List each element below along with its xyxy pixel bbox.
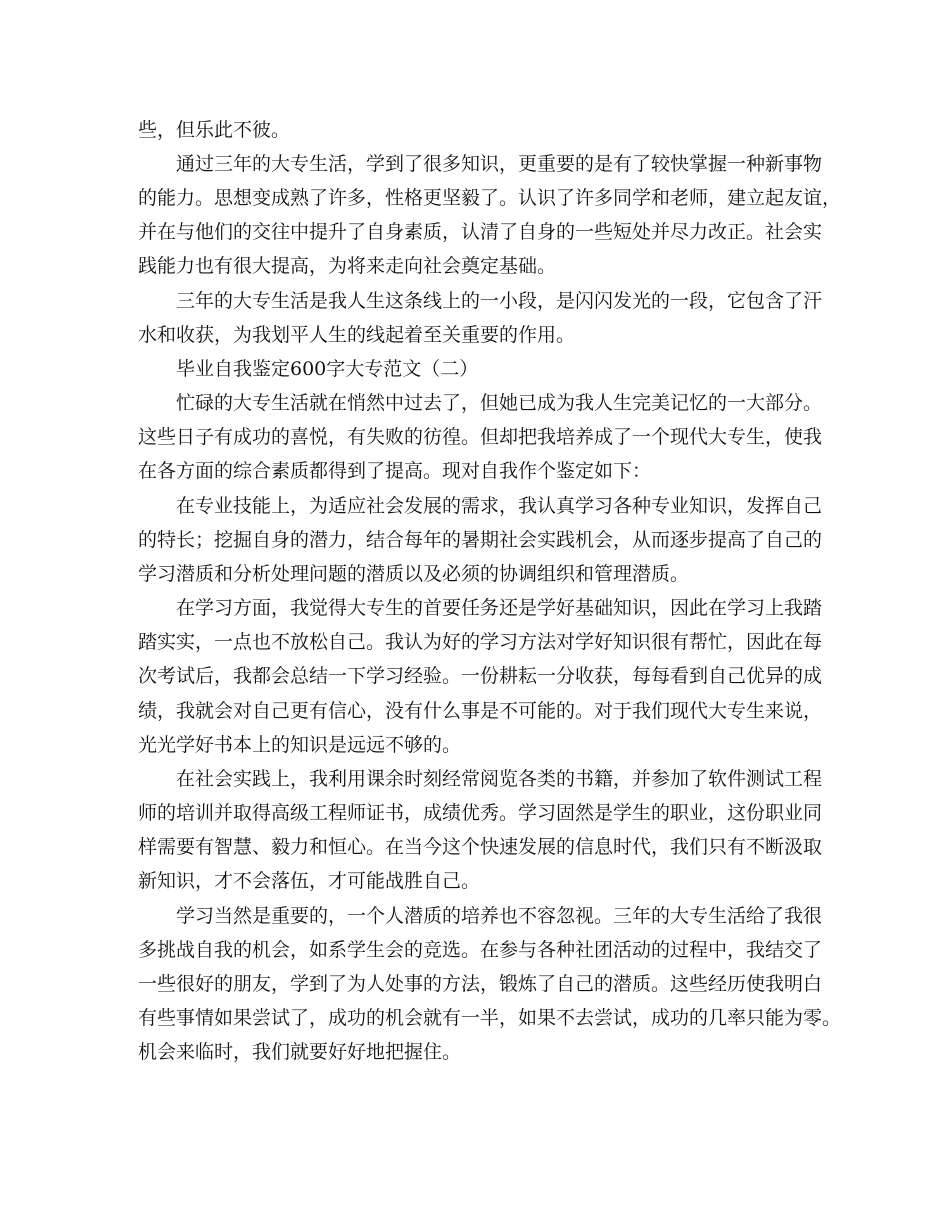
text-line: 师的培训并取得高级工程师证书，成绩优秀。学习固然是学生的职业，这份职业同	[138, 802, 823, 824]
paragraph-start-line: 在专业技能上，为适应社会发展的需求，我认真学习各种专业知识，发挥自己	[176, 495, 823, 517]
text-line: 绩，我就会对自己更有信心，没有什么事是不可能的。对于我们现代大专生来说，	[138, 700, 823, 722]
text-line: 一些很好的朋友，学到了为人处事的方法，锻炼了自己的潜质。这些经历使我明白	[138, 973, 823, 995]
text-line: 学习潜质和分析处理问题的潜质以及必须的协调组织和管理潜质。	[138, 563, 690, 585]
text-line: 样需要有智慧、毅力和恒心。在当今这个快速发展的信息时代，我们只有不断汲取	[138, 836, 823, 858]
paragraph-start-line: 在社会实践上，我利用课余时刻经常阅览各类的书籍，并参加了软件测试工程	[176, 768, 823, 790]
text-line: 的能力。思想变成熟了许多，性格更坚毅了。认识了许多同学和老师，建立起友谊，	[138, 187, 842, 209]
paragraph-start-line: 三年的大专生活是我人生这条线上的一小段，是闪闪发光的一段，它包含了汗	[176, 290, 823, 312]
text-line: 些，但乐此不彼。	[138, 119, 291, 141]
text-line: 踏实实，一点也不放松自己。我认为好的学习方法对学好知识很有帮忙，因此在每	[138, 631, 823, 653]
text-line: 机会来临时，我们就要好好地把握住。	[138, 1041, 462, 1063]
section-heading: 毕业自我鉴定600字大专范文（二）	[176, 358, 479, 380]
paragraph-start-line: 学习当然是重要的，一个人潜质的培养也不容忽视。三年的大专生活给了我很	[176, 905, 823, 927]
paragraph-start-line: 通过三年的大专生活，学到了很多知识，更重要的是有了较快掌握一种新事物	[176, 153, 823, 175]
text-line: 践能力也有很大提高，为将来走向社会奠定基础。	[138, 255, 557, 277]
text-line: 新知识，才不会落伍，才可能战胜自己。	[138, 870, 481, 892]
text-line: 水和收获，为我划平人生的线起着至关重要的作用。	[138, 324, 576, 346]
text-line: 次考试后，我都会总结一下学习经验。一份耕耘一分收获，每每看到自己优异的成	[138, 665, 823, 687]
text-line: 有些事情如果尝试了，成功的机会就有一半，如果不去尝试，成功的几率只能为零。	[138, 1007, 842, 1029]
text-line: 这些日子有成功的喜悦，有失败的彷徨。但却把我培养成了一个现代大专生，使我	[138, 426, 823, 448]
paragraph-start-line: 忙碌的大专生活就在悄然中过去了，但她已成为我人生完美记忆的一大部分。	[176, 392, 823, 414]
text-line: 的特长；挖掘自身的潜力，结合每年的暑期社会实践机会，从而逐步提高了自己的	[138, 529, 823, 551]
text-line: 光光学好书本上的知识是远远不够的。	[138, 734, 462, 756]
text-line: 多挑战自我的机会，如系学生会的竞选。在参与各种社团活动的过程中，我结交了	[138, 939, 823, 961]
paragraph-start-line: 在学习方面，我觉得大专生的首要任务还是学好基础知识，因此在学习上我踏	[176, 597, 823, 619]
text-line: 并在与他们的交往中提升了自身素质，认清了自身的一些短处并尽力改正。社会实	[138, 221, 823, 243]
text-line: 在各方面的综合素质都得到了提高。现对自我作个鉴定如下：	[138, 460, 652, 482]
